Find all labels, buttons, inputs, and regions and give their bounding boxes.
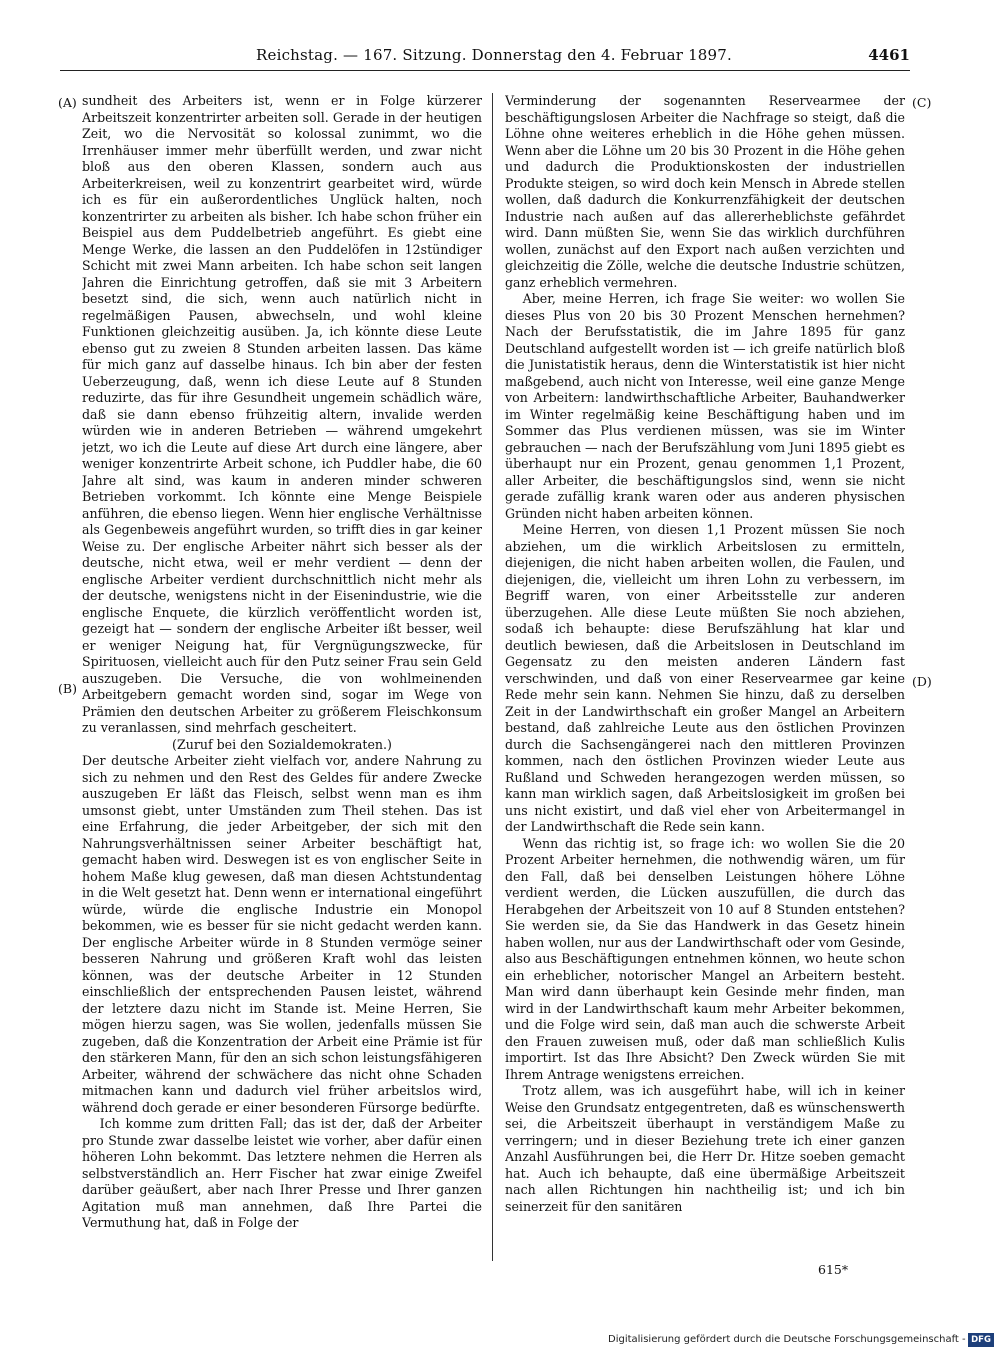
- footer-credit: Digitalisierung gefördert durch die Deutsche Forschungsgemeinschaft -: [608, 1334, 966, 1345]
- margin-mark-c: (C): [912, 95, 932, 110]
- page-header: [60, 46, 910, 71]
- right-column: [505, 93, 905, 1235]
- sheet-number: 615*: [818, 1262, 849, 1277]
- margin-mark-b: (B): [58, 681, 77, 696]
- footer: [608, 1333, 994, 1349]
- margin-mark-a: (A): [58, 95, 77, 110]
- paragraph: Der deutsche Arbeiter zieht vielfach vor, andere Nahrung zu sich zu nehmen und den Rest des Geldes für andere Zwecke auszugeben Er läßt das Fleisch, selbst wenn man es ihm umsonst giebt, unter Umständen zum Theil stehen. Das ist eine Erfahrung, die jeder Arbeitgeber, der sich mit den Nahrungsverhältnissen seiner Arbeiter beschäftigt hat, gemacht haben wird. Deswegen ist es von englischer Seite in hohem Maße klug gewesen, daß man diesen Achtstundentag in die Welt gesetzt hat. Denn wenn er international eingeführt würde, würde die englische Industrie ein Monopol bekommen, wie es besser für sie nicht gedacht werden kann. Der englische Arbeiter würde in 8 Stunden vermöge seiner besseren Nahrung und größeren Kraft wohl das leisten können, was der deutsche Arbeiter in 12 Stunden einschließlich der entsprechenden Pausen leistet, während der letztere dazu nicht im Stande ist. Meine Herren, Sie mögen hierzu sagen, was Sie wollen, jedenfalls müssen Sie zugeben, daß die Konzentration der Arbeit eine Prämie ist für den stärkeren Mann, für den an sich schon leistungsfähigeren Arbeiter, während der schwächere das nicht ohne Schaden mitmachen kann und dadurch viel früher arbeitslos wird, während doch gerade er einer besonderen Fürsorge bedürfte.: [82, 753, 482, 1115]
- page-number: 4461: [868, 46, 910, 64]
- interjection: (Zuruf bei den Sozialdemokraten.): [172, 736, 392, 752]
- left-column: [82, 93, 482, 1259]
- dfg-logo: DFG: [968, 1333, 994, 1347]
- paragraph: Verminderung der sogenannten Reservearmee der beschäftigungslosen Arbeiter die Nachfrage so steigt, daß die Löhne ohne weiteres erheblich in die Höhe gehen müssen. Wenn aber die Löhne um 20 bis 30 Prozent in die Höhe gehen und dadurch die Produktionskosten der industriellen Produkte steigen, so wird doch kein Mensch in Abrede stellen wollen, daß dadurch die Konkurrenzfähigkeit der deutschen Industrie nach außen auf das allererheblichste gefährdet wird. Dann müßten Sie, wenn Sie das wirklich durchführen wollen, zunächst auf den Export nach außen verzichten und gleichzeitig die Zölle, welche die deutsche Industrie schützen, ganz erheblich vermehren.: [505, 93, 905, 290]
- header-title: Reichstag. — 167. Sitzung. Donnerstag den 4. Februar 1897.: [256, 46, 733, 64]
- paragraph: Trotz allem, was ich ausgeführt habe, will ich in keiner Weise den Grundsatz entgegentreten, daß es wünschenswerth sei, die Arbeitszeit überhaupt in verständigem Maße zu verringern; und in dieser Beziehung trete ich einer ganzen Anzahl Ausführungen bei, die Herr Dr. Hitze soeben gemacht hat. Auch ich behaupte, daß eine übermäßige Arbeitszeit nach allen Richtungen hin nachtheilig ist; und ich bin seinerzeit für den sanitären: [505, 1083, 905, 1214]
- paragraph: Wenn das richtig ist, so frage ich: wo wollen Sie die 20 Prozent Arbeiter hernehmen, die nothwendig wären, um für den Fall, daß bei denselben Leistungen höhere Löhne verdient werden, die Lücken auszufüllen, die durch das Herabgehen der Arbeitszeit von 10 auf 8 Stunden entstehen? Sie werden sie, da Sie das Handwerk in das Gesetz hinein haben wollen, nur aus der Landwirthschaft oder vom Gesinde, also aus Beschäftigungen entnehmen können, wo heute schon ein erheblicher, notorischer Mangel an Arbeitern besteht. Man wird dann überhaupt kein Gesinde mehr finden, man wird in der Landwirthschaft kaum mehr Arbeiter bekommen, und die Folge wird sein, daß man auch die schwerste Arbeit den Frauen zuweisen muß, oder daß man schließlich Kulis importirt. Ist das Ihre Absicht? Den Zweck würden Sie mit Ihrem Antrage wenigstens erreichen.: [505, 835, 905, 1082]
- paragraph: Ich komme zum dritten Fall; das ist der, daß der Arbeiter pro Stunde zwar dasselbe leistet wie vorher, aber dafür einen höheren Lohn bekommt. Das letztere nehmen die Herren als selbstverständlich an. Herr Fischer hat zwar einige Zweifel darüber geäußert, aber nach Ihrer Presse und Ihrer ganzen Agitation muß man annehmen, daß Ihre Partei die Vermuthung hat, daß in Folge der: [82, 1116, 482, 1230]
- margin-mark-d: (D): [912, 674, 932, 689]
- column-divider: [492, 93, 493, 1261]
- paragraph: Aber, meine Herren, ich frage Sie weiter: wo wollen Sie dieses Plus von 20 bis 30 Prozent Menschen hernehmen? Nach der Berufsstatistik, die im Jahre 1895 für ganz Deutschland aufgestellt worden ist — ich greife natürlich bloß die Junistatistik heraus, denn die Winterstatistik ist hier nicht maßgebend, auch nicht von Interesse, weil eine ganze Menge von Arbeitern: landwirthschaftliche Arbeiter, Bauhandwerker im Winter regelmäßig keine Beschäftigung haben und im Sommer das Plus verdienen müssen, was sie im Winter gebrauchen — nach der Berufszählung vom Juni 1895 giebt es überhaupt nur ein Prozent, genau genommen 1,1 Prozent, aller Arbeiter, die beschäftigungslos sind, wenn sie nicht gerade zufällig krank waren oder aus anderen physischen Gründen nicht haben arbeiten können.: [505, 291, 905, 521]
- paragraph: Meine Herren, von diesen 1,1 Prozent müssen Sie noch abziehen, um die wirklich Arbeitslosen zu ermitteln, diejenigen, die nicht haben arbeiten wollen, die Faulen, und diejenigen, die, vielleicht um ihren Lohn zu verbessern, im Begriff waren, von einer Arbeitsstelle zur anderen überzugehen. Alle diese Leute müßten Sie noch abziehen, sodaß ich behaupte: diese Berufszählung hat klar und deutlich bewiesen, daß die Arbeitslosen in Deutschland im Gegensatz zu den meisten anderen Ländern fast verschwinden, und daß von einer Reservearmee gar keine Rede mehr sein kann. Nehmen Sie hinzu, daß zu derselben Zeit in der Landwirthschaft ein großer Mangel an Arbeitern bestand, daß zahlreiche Leute aus den östlichen Provinzen durch die Sachsengängerei nach den mittleren Provinzen kommen, nach den östlichen Provinzen wieder Leute aus Rußland und Schweden herangezogen werden müssen, so kann man wirklich sagen, daß Arbeitslosigkeit im großen bei uns nicht existirt, und daß viel eher von Arbeitermangel in der Landwirthschaft die Rede sein kann.: [505, 522, 905, 834]
- paragraph: sundheit des Arbeiters ist, wenn er in Folge kürzerer Arbeitszeit konzentrirter arbeiten soll. Gerade in der heutigen Zeit, wo die Nervosität so kolossal zunimmt, wo die Irrenhäuser immer mehr überfüllt werden, und zwar nicht bloß aus den oberen Klassen, sondern auch aus Arbeiterkreisen, weil zu konzentrirt gearbeitet wird, würde ich es für ein außerordentliches Unglück halten, noch konzentrirter zu arbeiten als bisher. Ich habe schon früher ein Beispiel aus dem Puddelbetrieb angeführt. Es giebt eine Menge Werke, die lassen an den Puddelöfen in 12stündiger Schicht mit zwei Mann arbeiten. Ich habe schon seit langen Jahren die Einrichtung getroffen, daß sie mit 3 Arbeitern besetzt sind, die sich, wenn auch natürlich nicht in regelmäßigen Pausen, abwechseln, und wohl kleine Funktionen gleichzeitig ausüben. Ja, ich könnte diese Leute ebenso gut zu zweien 8 Stunden arbeiten lassen. Das käme für mich ganz auf dasselbe hinaus. Ich bin aber der festen Ueberzeugung, daß, wenn ich diese Leute auf 8 Stunden reduzirte, das für ihre Gesundheit ungemein schädlich wäre, daß sie dann ebenso frühzeitig altern, invalide werden würden wie in anderen Betrieben — während umgekehrt jetzt, wo ich die Leute auf diese Art durch eine längere, aber weniger konzentrirte Arbeit schone, ich Puddler habe, die 60 Jahre alt sind, was kaum in anderen minder schweren Betrieben vorkommt. Ich könnte eine Menge Beispiele anführen, die ebenso liegen. Wenn hier englische Verhältnisse als Gegenbeweis angeführt wurden, so trifft dies in gar keiner Weise zu. Der englische Arbeiter nährt sich besser als der deutsche, nicht etwa, weil er mehr verdient — denn der englische Arbeiter verdient durchschnittlich nicht mehr als der deutsche, wenigstens nicht in der Eisenindustrie, wie die englische Enquete, die kürzlich veröffentlicht worden ist, gezeigt hat — sondern der englische Arbeiter ißt besser, weil er weniger Neigung hat, für Vergnügungszwecke, für Spirituosen, vielleicht auch für den Putz seiner Frau sein Geld auszugeben. Die Versuche, die von wohlmeinenden Arbeitgebern gemacht worden sind, sogar im Wege von Prämien den deutschen Arbeiter zu größerem Fleischkonsum zu veranlassen, sind mehrfach gescheitert.: [82, 93, 482, 735]
